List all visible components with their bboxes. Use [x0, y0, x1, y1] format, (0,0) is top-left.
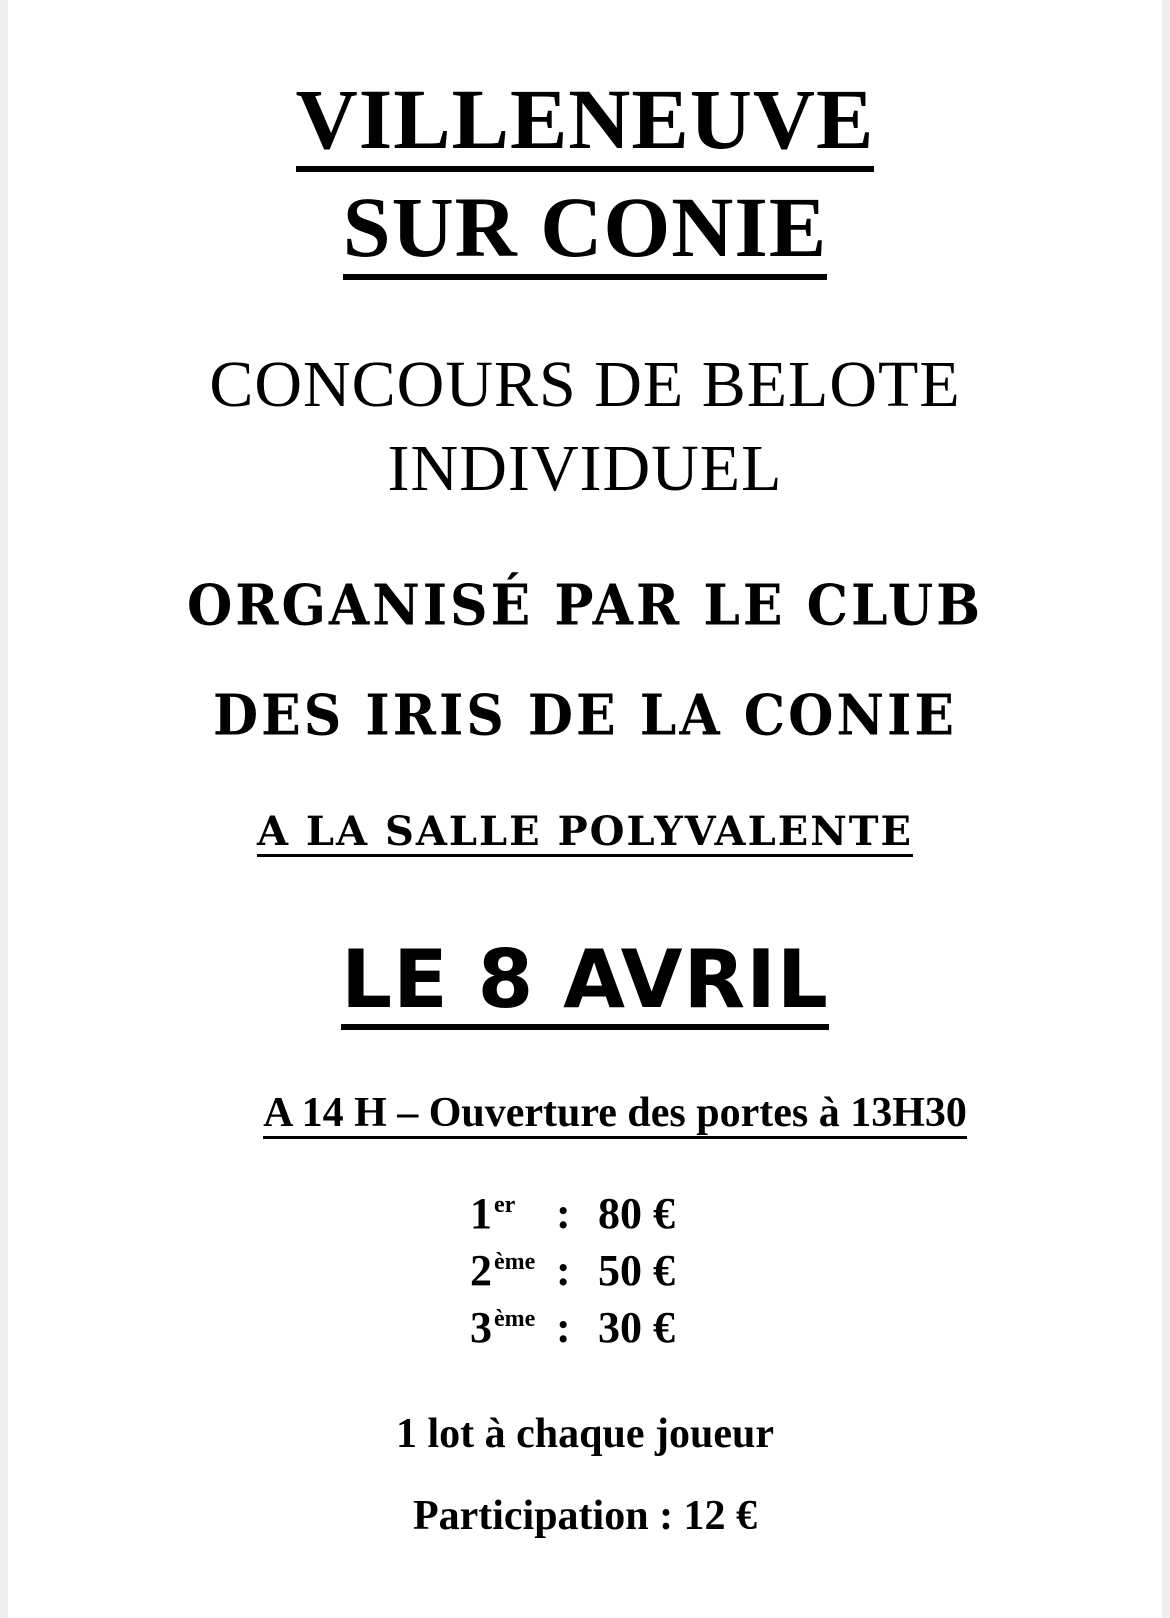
prize-row: [470, 1303, 675, 1363]
event-date: LE 8 AVRIL: [341, 940, 829, 1030]
town-line-1: [0, 71, 1170, 172]
prize-rank: 1er: [470, 1189, 516, 1238]
prize-amount: 80 €: [598, 1189, 675, 1238]
prize-separator: :: [556, 1246, 571, 1295]
event-title-line-1: CONCOURS DE BELOTE: [209, 348, 961, 421]
organizer-line-1: ORGANISÉ PAR LE CLUB: [186, 572, 984, 639]
prize-separator: :: [556, 1303, 571, 1352]
prize-rank: 2ème: [470, 1246, 536, 1295]
time-line: [30, 1092, 1170, 1139]
event-title-line-2: INDIVIDUEL: [387, 432, 783, 505]
prize-rank: 3ème: [470, 1303, 536, 1352]
prize-separator: :: [556, 1189, 571, 1238]
prize-amount: 30 €: [598, 1303, 675, 1352]
event-time: A 14 H – Ouverture des portes à 13H30: [263, 1092, 967, 1139]
town-name-suffix: SUR CONIE: [343, 184, 827, 280]
prize-row: [470, 1189, 675, 1249]
town-line-2: [0, 179, 1170, 280]
town-name: VILLENEUVE: [296, 76, 875, 172]
lot-info: 1 lot à chaque joueur: [396, 1411, 774, 1457]
prize-amount: 50 €: [598, 1246, 675, 1295]
venue: A LA SALLE POLYVALENTE: [256, 808, 914, 855]
organizer-line-2: DES IRIS DE LA CONIE: [213, 682, 957, 749]
prize-list: [470, 1189, 675, 1363]
participation-fee: Participation : 12 €: [412, 1493, 758, 1539]
venue-line: [0, 808, 1170, 857]
prize-row: [470, 1246, 675, 1306]
date-line: [0, 933, 1170, 1030]
